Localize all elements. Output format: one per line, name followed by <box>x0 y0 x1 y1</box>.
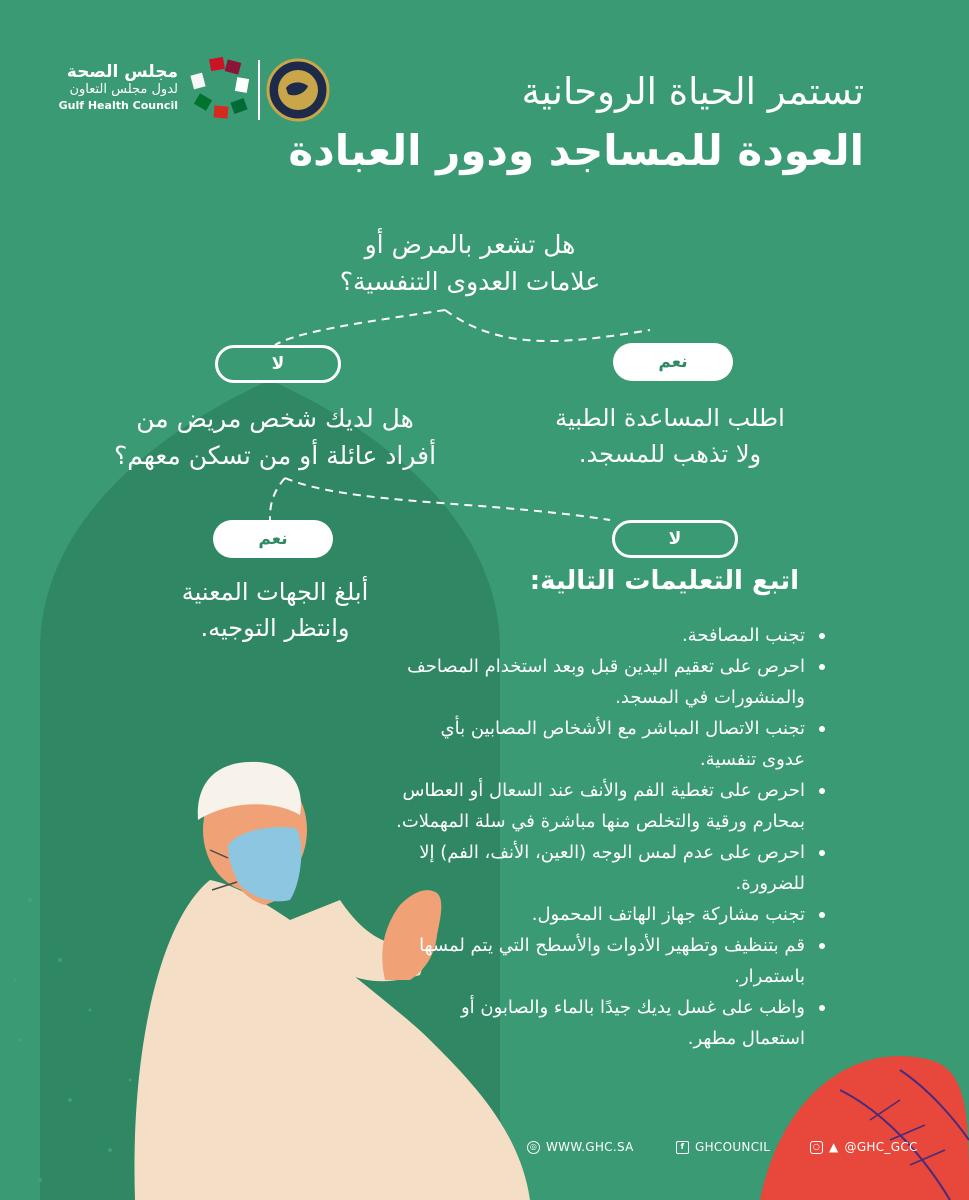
question-1-line-2: علامات العدوى التنفسية؟ <box>339 267 601 296</box>
facebook-icon: f <box>676 1141 689 1154</box>
list-item: واظب على غسل يديك جيدًا بالماء والصابون أو استعمال مطهر. <box>395 992 825 1054</box>
gcc-emblem-icon <box>266 58 330 122</box>
yes-1-answer-line-2: ولا تذهب للمسجد. <box>578 440 762 468</box>
no-2-pill: لا <box>612 520 738 558</box>
instructions-title: اتبع التعليمات التالية: <box>529 566 799 596</box>
twitter-icon: ▲ <box>829 1140 839 1154</box>
footer-website[interactable] <box>527 1140 634 1154</box>
yes-2-answer <box>140 574 410 646</box>
instructions-list <box>395 620 825 1054</box>
list-item: تجنب الاتصال المباشر مع الأشخاص المصابين بأي عدوى تنفسية. <box>395 713 825 775</box>
question-1 <box>300 226 640 300</box>
footer-social-text: @GHC_GCC <box>844 1140 918 1154</box>
logo-name-ar: مجلس الصحة <box>66 62 178 82</box>
footer-facebook[interactable] <box>676 1140 770 1154</box>
question-2 <box>85 400 465 474</box>
red-leaves <box>760 1056 969 1200</box>
yes-1-pill: نعم <box>613 343 733 381</box>
logo-divider <box>258 60 260 120</box>
list-item: تجنب مشاركة جهاز الهاتف المحمول. <box>395 899 825 930</box>
question-1-line-1: هل تشعر بالمرض أو <box>364 230 576 259</box>
list-item: تجنب المصافحة. <box>395 620 825 651</box>
list-item: احرص على تغطية الفم والأنف عند السعال أو العطاس بمحارم ورقية والتخلص منها مباشرة في سلة المهملات. <box>395 775 825 837</box>
yes-1-answer <box>520 400 820 472</box>
gcc-flags-icon <box>190 56 252 122</box>
instagram-icon: ○ <box>810 1141 823 1154</box>
yes-2-answer-line-2: وانتظر التوجيه. <box>200 614 350 642</box>
list-item: قم بتنظيف وتطهير الأدوات والأسطح التي يتم لمسها باستمرار. <box>395 930 825 992</box>
list-item: احرص على عدم لمس الوجه (العين، الأنف، الفم) إلا للضرورة. <box>395 837 825 899</box>
list-item: احرص على تعقيم اليدين قبل وبعد استخدام المصاحف والمنشورات في المسجد. <box>395 651 825 713</box>
yes-2-pill: نعم <box>213 520 333 558</box>
question-2-line-1: هل لديك شخص مريض من <box>136 404 414 433</box>
page-title: العودة للمساجد ودور العبادة <box>288 126 864 175</box>
question-2-line-2: أفراد عائلة أو من تسكن معهم؟ <box>113 441 437 470</box>
page-subtitle: تستمر الحياة الروحانية <box>521 70 864 113</box>
yes-1-answer-line-1: اطلب المساعدة الطبية <box>555 404 785 432</box>
no-1-pill: لا <box>215 345 341 383</box>
yes-2-answer-line-1: أبلغ الجهات المعنية <box>181 578 369 606</box>
footer-facebook-text: GHCOUNCIL <box>695 1140 771 1154</box>
logo-sub-ar: لدول مجلس التعاون <box>69 82 178 97</box>
ghc-logo <box>56 56 336 126</box>
globe-icon: ◎ <box>527 1141 540 1154</box>
footer-social[interactable] <box>810 1140 918 1154</box>
logo-name-en: Gulf Health Council <box>58 99 178 112</box>
footer-website-text: WWW.GHC.SA <box>546 1140 634 1154</box>
